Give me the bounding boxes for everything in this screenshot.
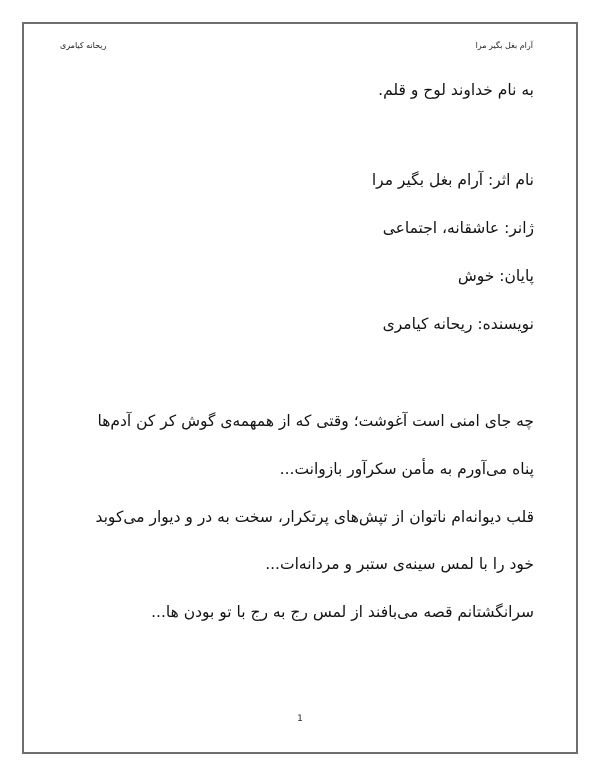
header-author-name: ریحانه کیامری: [60, 41, 107, 50]
header-book-title: آرام بغل بگیر مرا: [475, 41, 533, 50]
body-line: قلب دیوانه‌ام ناتوان از تپش‌های پرتکرار، سخت به در و دیوار می‌کوبد: [95, 508, 534, 526]
metadata-genre: ژانر: عاشقانه، اجتماعی: [382, 219, 534, 237]
metadata-title: نام اثر: آرام بغل بگیر مرا: [371, 171, 534, 189]
metadata-author: نویسنده: ریحانه کیامری: [382, 315, 534, 333]
body-line: سرانگشتانم قصه می‌بافند از لمس رج به رج با تو بودن ها...: [151, 603, 534, 621]
body-line: خود را با لمس سینه‌ی ستبر و مردانه‌ات...: [265, 555, 534, 573]
document-page: [22, 22, 578, 754]
page-number: 1: [297, 714, 303, 724]
body-line: چه جای امنی است آغوشت؛ وقتی که از همهمه‌ی گوش کر کن آدم‌ها: [97, 412, 534, 430]
invocation-line: به نام خداوند لوح و قلم.: [378, 81, 534, 99]
metadata-ending: پایان: خوش: [457, 267, 534, 285]
body-line: پناه می‌آورم به مأمن سکرآور بازوانت...: [279, 460, 534, 478]
